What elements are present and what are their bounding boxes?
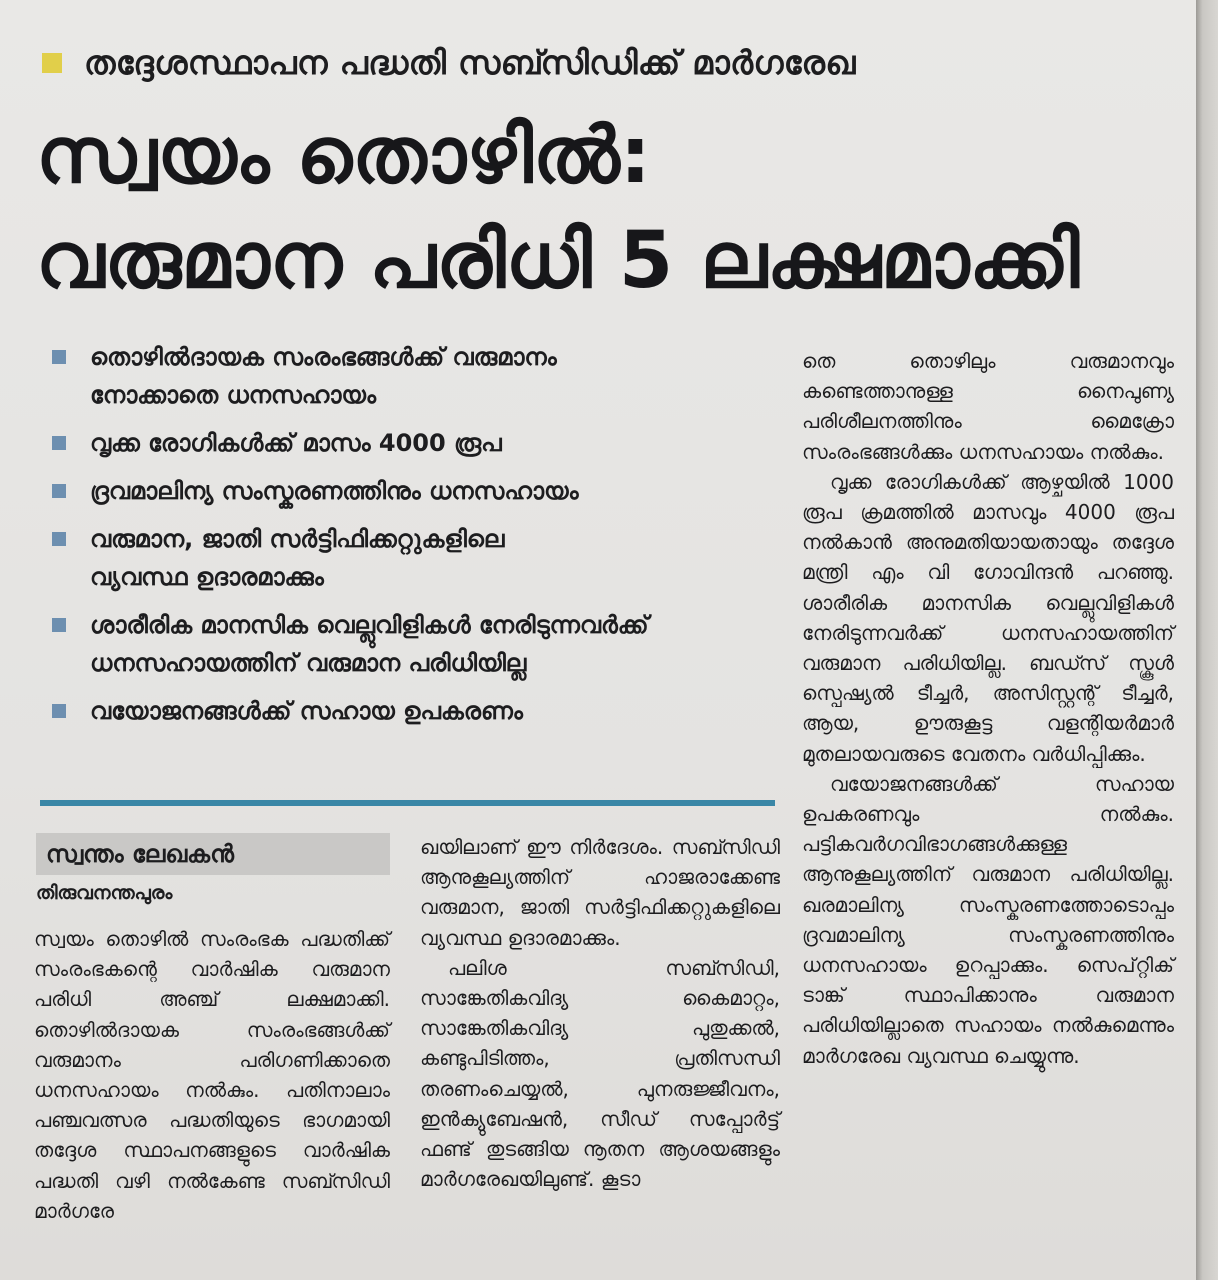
article-column-2	[420, 832, 780, 1194]
highlights-list	[52, 338, 787, 740]
article-column-3	[802, 346, 1174, 1071]
highlight-line: വരുമാന, ജാതി സർട്ടിഫിക്കറ്റുകളിലെ	[90, 525, 505, 553]
byline-box	[36, 833, 390, 875]
kicker-text: തദ്ദേശസ്ഥാപന പദ്ധതി സബ്സിഡിക്ക് മാർഗരേഖ	[84, 43, 856, 82]
article-column-1	[34, 924, 390, 1226]
bullet-marker	[52, 618, 66, 632]
kicker-marker	[42, 53, 62, 73]
highlight-line: വൃക്ക രോഗികൾക്ക് മാസം 4000 രൂപ	[90, 429, 502, 457]
highlight-item	[52, 606, 787, 682]
bullet-marker	[52, 704, 66, 718]
paragraph: സ്വയം തൊഴിൽ സംരംഭക പദ്ധതിക്ക് സംരംഭകന്റെ വാർഷിക വരുമാന പരിധി അഞ്ച് ലക്ഷമാക്കി. തൊഴിൽദായക സംരംഭങ്ങൾക്ക് വരുമാനം പരിഗണിക്കാതെ ധനസഹായം നൽകും. പതിനാലാം പഞ്ചവത്സര പദ്ധതിയുടെ ഭാഗമായി തദ്ദേശ സ്ഥാപനങ്ങളുടെ വാർഷിക പദ്ധതി വഴി നൽകേണ്ട സബ്സിഡി മാർഗരേ	[34, 927, 390, 1223]
page-fold-edge	[1196, 0, 1218, 1280]
highlight-item	[52, 424, 787, 462]
paragraph: പലിശ സബ്സിഡി, സാങ്കേതികവിദ്യ കൈമാറ്റം, സാങ്കേതികവിദ്യ പുതുക്കൽ, കണ്ടുപിടിത്തം, പ്രതിസന്ധി തരണംചെയ്യൽ, പുനരുജ്ജീവനം, ഇൻക്യുബേഷൻ, സീഡ് സപ്പോർട്ട് ഫണ്ട് തുടങ്ങിയ നൂതന ആശയങ്ങളും മാർഗരേഖയിലുണ്ട്. കൂടാ	[420, 955, 780, 1192]
headline-line-2: വരുമാന പരിധി 5 ലക്ഷമാക്കി	[36, 216, 1080, 306]
highlight-item	[52, 338, 787, 414]
highlight-line: വയോജനങ്ങൾക്ക് സഹായ ഉപകരണം	[90, 697, 523, 725]
highlight-line: തൊഴിൽദായക സംരംഭങ്ങൾക്ക് വരുമാനം	[90, 343, 557, 371]
highlight-item	[52, 520, 787, 596]
paragraph: വയോജനങ്ങൾക്ക് സഹായ ഉപകരണവും നൽകും. പട്ടികവർഗവിഭാഗങ്ങൾക്കുള്ള ആനുകൂല്യത്തിന് വരുമാന പരിധിയില്ല. ഖരമാലിന്യ സംസ്കരണത്തോടൊപ്പം ദ്രവമാലിന്യ സംസ്കരണത്തിനും ധനസഹായം ഉറപ്പാക്കും. സെപ്റ്റിക് ടാങ്ക് സ്ഥാപിക്കാനും വരുമാന പരിധിയില്ലാതെ സഹായം നൽകുമെന്നും മാർഗരേഖ വ്യവസ്ഥ ചെയ്യുന്നു.	[802, 771, 1174, 1068]
highlight-item	[52, 692, 787, 730]
paragraph: തെ തൊഴിലും വരുമാനവും കണ്ടെത്താനുള്ള നൈപുണ്യ പരിശീലനത്തിനും മൈക്രോ സംരംഭങ്ങൾക്കും ധനസഹായം നൽകും.	[802, 349, 1174, 464]
highlight-line: ശാരീരിക മാനസിക വെല്ലുവിളികൾ നേരിടുന്നവർക്ക്	[90, 611, 649, 639]
dateline: തിരുവനന്തപുരം	[36, 882, 173, 904]
bullet-marker	[52, 532, 66, 546]
highlight-line: വ്യവസ്ഥ ഉദാരമാക്കും	[90, 563, 324, 591]
highlight-line: ധനസഹായത്തിന് വരുമാന പരിധിയില്ല	[90, 649, 527, 677]
bullet-marker	[52, 350, 66, 364]
bullet-marker	[52, 436, 66, 450]
highlight-line: ദ്രവമാലിന്യ സംസ്കരണത്തിനും ധനസഹായം	[90, 477, 579, 505]
kicker	[42, 38, 1142, 88]
highlight-item	[52, 472, 787, 510]
byline: സ്വന്തം ലേഖകൻ	[46, 840, 234, 868]
highlight-line: നോക്കാതെ ധനസഹായം	[90, 381, 377, 409]
paragraph: വൃക്ക രോഗികൾക്ക് ആഴ്ചയിൽ 1000 രൂപ ക്രമത്തിൽ മാസവും 4000 രൂപ നൽകാൻ അനുമതിയായതായും തദ്ദേശ മന്ത്രി എം വി ഗോവിന്ദൻ പറഞ്ഞു. ശാരീരിക മാനസിക വെല്ലുവിളികൾ നേരിടുന്നവർക്ക് ധനസഹായത്തിന് വരുമാന പരിധിയില്ല. ബഡ്സ് സ്കൂൾ സ്പെഷ്യൽ ടീച്ചർ, അസിസ്റ്റന്റ് ടീച്ചർ, ആയ, ഊരുകൂട്ട വളന്റിയർമാർ മുതലായവരുടെ വേതനം വർധിപ്പിക്കും.	[802, 469, 1174, 766]
section-divider	[40, 800, 775, 806]
bullet-marker	[52, 484, 66, 498]
headline-line-1: സ്വയം തൊഴിൽ:	[36, 111, 651, 201]
paragraph: ഖയിലാണ് ഈ നിർദേശം. സബ്സിഡി ആനുകൂല്യത്തിന് ഹാജരാക്കേണ്ട വരുമാന, ജാതി സർട്ടിഫിക്കറ്റുകളിലെ വ്യവസ്ഥ ഉദാരമാക്കും.	[420, 835, 780, 950]
